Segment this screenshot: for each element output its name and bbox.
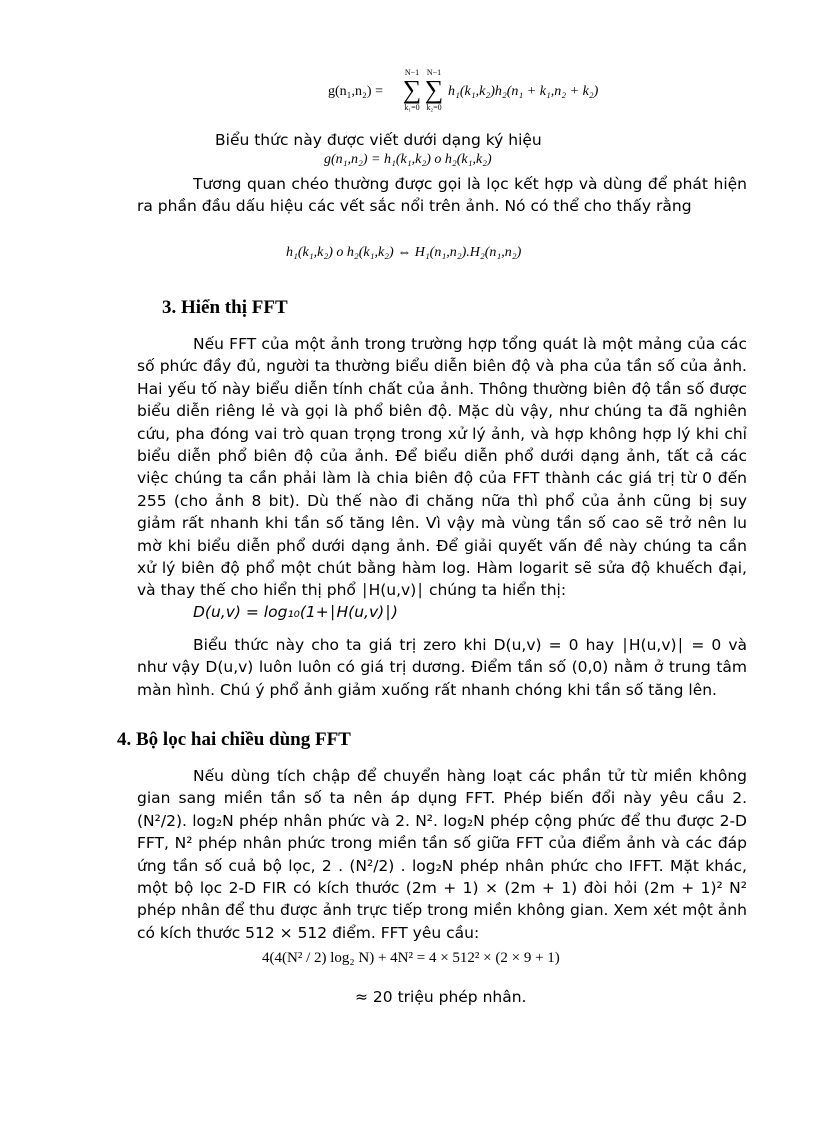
section-4-paragraph-1: Nếu dùng tích chập để chuyển hàng loạt các phần tử từ miền không gian sang miền tần số ta nên áp dụng FFT. Phép biến đổi này yêu cầu 2. (N²/2). log₂N phép nhân phức và 2. N². log₂N phép cộng phức để thu được 2-D FFT, N² phép nhân phức trong miền tần số giữa FFT của điểm ảnh và các đáp ứng tần số cuả bộ lọc, 2 . (N²/2) . log₂N phép nhân phức cho IFFT. Mặt khác, một bộ lọc 2-D FIR có kích thước (2m + 1) × (2m + 1) đòi hỏi (2m + 1)² N² phép nhân để thu được ảnh trực tiếp trong miền không gian. Xem xét một ảnh có kích thước 512 × 512 điểm. FFT yêu cầu: [137, 767, 747, 942]
equation-rhs: h₁(k₁,k₂)h₂(n₁ + k₁,n₂ + k₂) [448, 84, 599, 99]
equation-notation: g(n₁,n₂) = h₁(k₁,k₂) o h₂(k₁,k₂) [324, 152, 492, 167]
section-3-heading: 3. Hiển thị FFT [162, 297, 288, 318]
sum-symbol-1 [402, 68, 422, 112]
intro-paragraph: Tương quan chéo thường được gọi là lọc kết hợp và dùng để phát hiện ra phần đầu dấu hiệu các vết sắc nổi trên ảnh. Nó có thể cho thấy rằng [137, 175, 747, 216]
sum-symbol-2 [424, 68, 444, 112]
sum-upper-limit: N−1 [404, 68, 420, 77]
equation-result: ≈ 20 triệu phép nhân. [355, 988, 527, 1006]
section-3-paragraph-2: Biểu thức này cho ta giá trị zero khi D(u,v) = 0 hay ∣H(u,v)∣ = 0 và như vậy D(u,v) luôn luôn có giá trị dương. Điểm tần số (0,0) nằm ở trung tâm màn hình. Chú ý phổ ảnh giảm xuống rất nhanh chóng khi tần số tăng lên. [137, 636, 747, 699]
equation-fft-cost: 4(4(N² / 2) log₂ N) + 4N² = 4 × 512² × (2 × 9 + 1) [262, 950, 560, 966]
sigma-icon: ∑ [424, 75, 444, 104]
equation-lhs: g(n₁,n₂) = [328, 84, 383, 99]
section-4-heading: 4. Bộ lọc hai chiều dùng FFT [117, 729, 351, 750]
sum-lower-limit: k₁=0 [404, 103, 420, 112]
equation-log-magnitude: D(u,v) = log₁₀(1+∣H(u,v)∣) [193, 603, 398, 621]
section-3-paragraph-1: Nếu FFT của một ảnh trong trường hợp tổng quát là một mảng của các số phức đầy đủ, người ta thường biểu diễn biên độ và pha của tần số của ảnh. Hai yếu tố này biểu diễn tính chất của ảnh. Thông thường biên độ tần số được biểu diễn riêng lẻ và gọi là phổ biên độ. Mặc dù vậy, như chúng ta đã nghiên cứu, pha đóng vai trò quan trọng trong xử lý ảnh, và hợp không hợp lý khi chỉ biểu diễn phổ biên độ của ảnh. Để biểu diễn phổ dưới dạng ảnh, tất cả các việc chúng ta cần phải làm là chia biên độ của FFT thành các giá trị từ 0 đến 255 (cho ảnh 8 bit). Dù thế nào đi chăng nữa thì phổ của ảnh cũng bị suy giảm rất nhanh khi tần số tăng lên. Vì vậy mà vùng tần số cao sẽ trở nên lu mờ khi biểu diễn phổ dưới dạng ảnh. Để giải quyết vấn đề này chúng ta cần xử lý biên độ phổ một chút bằng hàm log. Hàm logarit sẽ sửa độ khuếch đại, và thay thế cho hiển thị phổ ∣H(u,v)∣ chúng ta hiển thị: [137, 335, 747, 600]
sigma-icon: ∑ [402, 75, 422, 104]
sum-upper-limit: N−1 [426, 68, 442, 77]
intro-line: Biểu thức này được viết dưới dạng ký hiệu [215, 131, 542, 149]
sum-lower-limit: k₂=0 [426, 103, 442, 112]
equation-correlation-theorem: h₁(k₁,k₂) o h₂(k₁,k₂) ⇔ H₁(n₁,n₂).H₂(n₁,n₂) [286, 245, 522, 260]
